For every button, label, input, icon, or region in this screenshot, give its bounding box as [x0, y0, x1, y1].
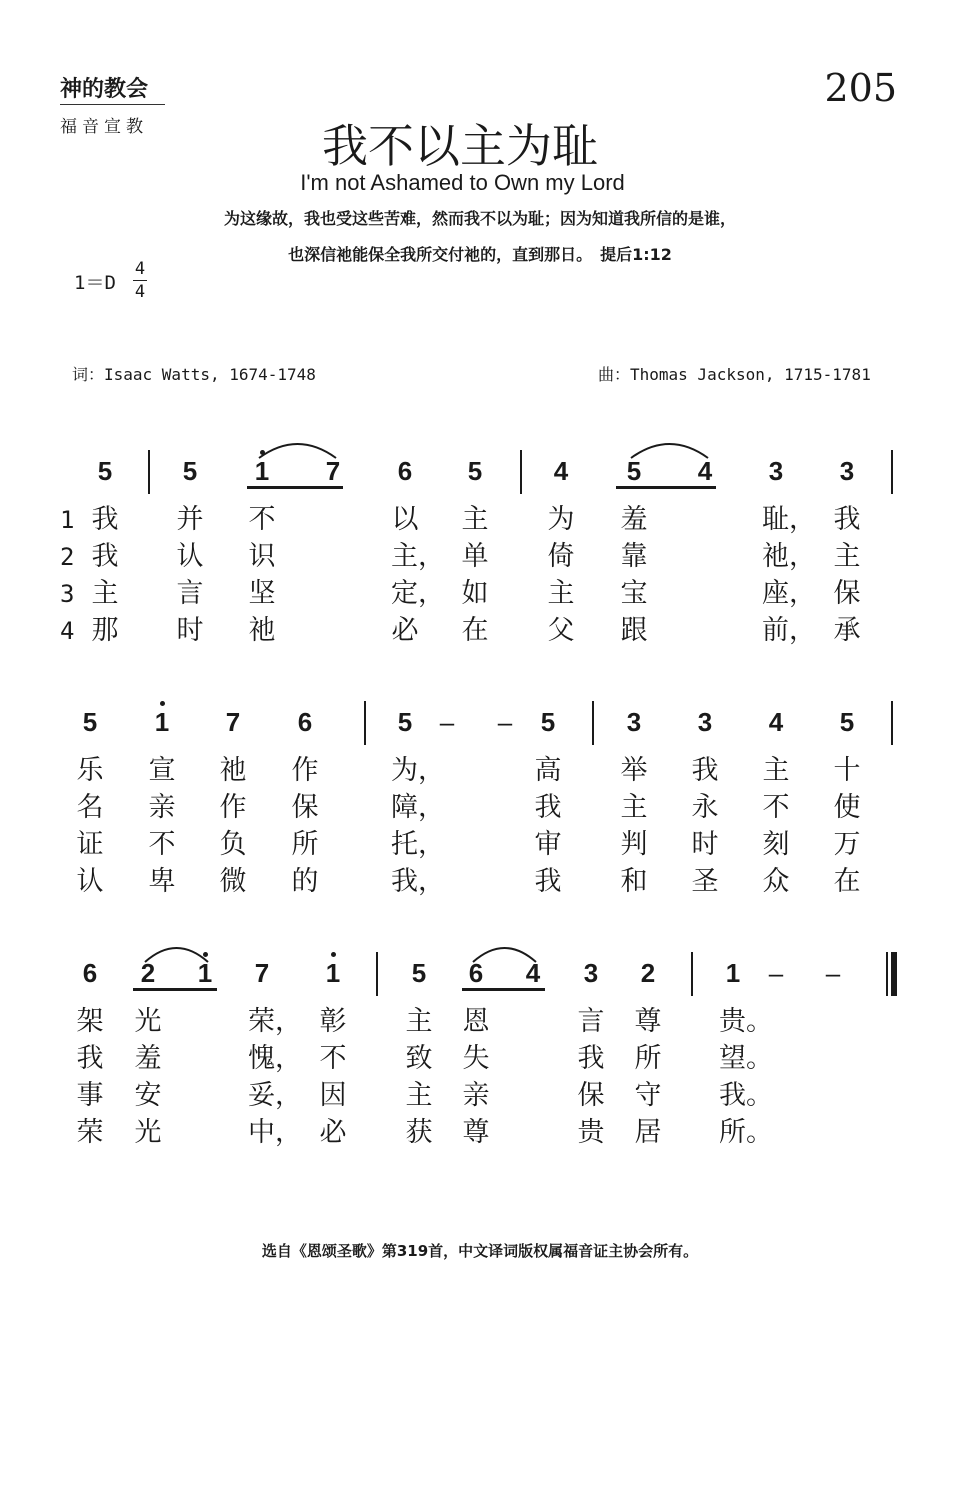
- final-bar-thin: [886, 952, 888, 996]
- jianpu-note: 1: [197, 958, 213, 988]
- jianpu-note: 6: [297, 707, 313, 737]
- jianpu-note: 1: [254, 456, 270, 486]
- lyric-char: 耻，: [762, 504, 816, 535]
- lyric-char: 倚: [547, 541, 575, 572]
- lyric-char: 所。: [719, 1117, 773, 1148]
- lyric-char: 羞: [134, 1043, 162, 1074]
- jianpu-note: 5: [411, 958, 427, 988]
- jianpu-note: 3: [768, 456, 784, 486]
- lyric-char: 作: [291, 755, 319, 786]
- jianpu-note: 7: [225, 707, 241, 737]
- lyric-char: 亲: [462, 1080, 490, 1111]
- sustain-dash: –: [497, 707, 513, 737]
- lyric-char: 卑: [148, 866, 176, 897]
- lyric-char: 因: [319, 1080, 347, 1111]
- jianpu-note: 1: [154, 707, 170, 737]
- final-bar-thick: [891, 952, 897, 996]
- lyric-char: 事: [76, 1080, 104, 1111]
- lyric-char: 永: [691, 792, 719, 823]
- lyric-char: 祂，: [762, 541, 816, 572]
- lyric-char: 主: [762, 755, 790, 786]
- jianpu-note: 7: [254, 958, 270, 988]
- jianpu-note: 2: [640, 958, 656, 988]
- hymn-title-chinese: 我不以主为耻: [322, 119, 598, 173]
- jianpu-note: 5: [540, 707, 556, 737]
- eighth-underline: [616, 486, 716, 489]
- jianpu-note: 5: [97, 456, 113, 486]
- jianpu-note: 4: [553, 456, 569, 486]
- lyric-char: 以: [391, 504, 419, 535]
- lyric-char: 乐: [76, 755, 104, 786]
- lyric-char: 我: [577, 1043, 605, 1074]
- verse-number: 1: [60, 506, 75, 534]
- lyric-char: 坚: [248, 578, 276, 609]
- lyric-char: 保: [577, 1080, 605, 1111]
- lyric-char: 名: [76, 792, 104, 823]
- jianpu-note: 1: [325, 958, 341, 988]
- lyric-char: 主: [91, 578, 119, 609]
- lyric-char: 恩: [462, 1006, 490, 1037]
- lyric-char: 主，: [391, 541, 445, 572]
- bar-line: [520, 450, 522, 494]
- lyric-char: 中，: [248, 1117, 302, 1148]
- eighth-underline: [133, 988, 217, 991]
- lyric-char: 言: [577, 1006, 605, 1037]
- lyric-char: 贵: [577, 1117, 605, 1148]
- jianpu-note: 6: [468, 958, 484, 988]
- lyric-char: 座，: [762, 578, 816, 609]
- lyric-char: 不: [248, 504, 276, 535]
- lyric-char: 定，: [391, 578, 445, 609]
- lyric-char: 获: [405, 1117, 433, 1148]
- lyric-char: 光: [134, 1117, 162, 1148]
- sustain-dash: –: [768, 958, 784, 988]
- lyric-char: 尊: [462, 1117, 490, 1148]
- lyric-char: 判: [620, 829, 648, 860]
- bar-line: [376, 952, 378, 996]
- slur-arc: [257, 438, 338, 460]
- hymn-title-english: I'm not Ashamed to Own my Lord: [300, 170, 625, 195]
- lyric-char: 负: [219, 829, 247, 860]
- lyric-char: 亲: [148, 792, 176, 823]
- lyric-char: 我: [833, 504, 861, 535]
- lyric-char: 居: [634, 1117, 662, 1148]
- scripture-line-2: 也深信祂能保全我所交付祂的，直到那日。 提后1:12: [288, 245, 672, 264]
- lyric-char: 作: [219, 792, 247, 823]
- hymn-number: 205: [824, 66, 897, 110]
- lyricist-credit: 词：Isaac Watts, 1674-1748: [72, 365, 316, 384]
- lyric-char: 守: [634, 1080, 662, 1111]
- lyric-char: 证: [76, 829, 104, 860]
- lyric-char: 彰: [319, 1006, 347, 1037]
- lyric-char: 障，: [391, 792, 445, 823]
- jianpu-note: 4: [768, 707, 784, 737]
- lyric-char: 致: [405, 1043, 433, 1074]
- lyric-char: 光: [134, 1006, 162, 1037]
- jianpu-note: 6: [397, 456, 413, 486]
- lyric-char: 所: [291, 829, 319, 860]
- lyric-char: 祂: [248, 615, 276, 646]
- jianpu-note: 3: [626, 707, 642, 737]
- lyric-char: 在: [833, 866, 861, 897]
- lyric-char: 的: [291, 866, 319, 897]
- lyric-char: 必: [391, 615, 419, 646]
- slur-arc: [143, 942, 210, 964]
- lyric-char: 不: [319, 1043, 347, 1074]
- lyric-char: 为，: [391, 755, 445, 786]
- lyric-char: 承: [833, 615, 861, 646]
- bar-line: [148, 450, 150, 494]
- verse-number: 2: [60, 543, 75, 571]
- lyric-char: 尊: [634, 1006, 662, 1037]
- time-signature: [132, 258, 148, 303]
- lyric-char: 我: [691, 755, 719, 786]
- lyric-char: 那: [91, 615, 119, 646]
- lyric-char: 主: [547, 578, 575, 609]
- lyric-char: 安: [134, 1080, 162, 1111]
- lyric-char: 祂: [219, 755, 247, 786]
- slur-arc: [471, 942, 538, 964]
- lyric-char: 在: [461, 615, 489, 646]
- church-subtitle: 福音宣教: [60, 117, 148, 137]
- octave-high-dot: [160, 701, 165, 706]
- lyric-char: 如: [461, 578, 489, 609]
- jianpu-note: 4: [525, 958, 541, 988]
- bar-line: [691, 952, 693, 996]
- jianpu-note: 5: [626, 456, 642, 486]
- jianpu-note: 6: [82, 958, 98, 988]
- lyric-char: 架: [76, 1006, 104, 1037]
- jianpu-note: 3: [697, 707, 713, 737]
- lyric-char: 主: [461, 504, 489, 535]
- lyric-char: 认: [76, 866, 104, 897]
- jianpu-note: 2: [140, 958, 156, 988]
- lyric-char: 失: [462, 1043, 490, 1074]
- jianpu-note: 3: [583, 958, 599, 988]
- lyric-char: 识: [248, 541, 276, 572]
- lyric-char: 并: [176, 504, 204, 535]
- lyric-char: 保: [833, 578, 861, 609]
- lyric-char: 我: [91, 541, 119, 572]
- bar-line: [592, 701, 594, 745]
- lyric-char: 圣: [691, 866, 719, 897]
- lyric-char: 认: [176, 541, 204, 572]
- key-signature: 1＝D: [74, 272, 116, 294]
- bar-line: [364, 701, 366, 745]
- lyric-char: 荣: [76, 1117, 104, 1148]
- lyric-char: 父: [547, 615, 575, 646]
- lyric-char: 妥，: [248, 1080, 302, 1111]
- lyric-char: 我，: [391, 866, 445, 897]
- lyric-char: 羞: [620, 504, 648, 535]
- lyric-char: 主: [833, 541, 861, 572]
- lyric-char: 荣，: [248, 1006, 302, 1037]
- slur-arc: [629, 438, 710, 460]
- composer-credit: 曲：Thomas Jackson, 1715-1781: [598, 365, 871, 384]
- lyric-char: 前，: [762, 615, 816, 646]
- copyright-footer: 选自《恩颂圣歌》第319首，中文译词版权属福音证主协会所有。: [261, 1242, 699, 1260]
- lyric-char: 为: [547, 504, 575, 535]
- sustain-dash: –: [439, 707, 455, 737]
- eighth-underline: [247, 486, 343, 489]
- time-top: 4: [134, 259, 146, 279]
- lyric-char: 必: [319, 1117, 347, 1148]
- lyric-char: 主: [405, 1006, 433, 1037]
- eighth-underline: [462, 988, 545, 991]
- lyric-char: 众: [762, 866, 790, 897]
- lyric-char: 望。: [719, 1043, 773, 1074]
- lyric-char: 审: [534, 829, 562, 860]
- lyric-char: 不: [762, 792, 790, 823]
- scripture-line-1: 为这缘故，我也受这些苦难，然而我不以为耻；因为知道我所信的是谁，: [223, 209, 736, 228]
- lyric-char: 主: [405, 1080, 433, 1111]
- lyric-char: 我。: [719, 1080, 773, 1111]
- jianpu-note: 5: [839, 707, 855, 737]
- jianpu-note: 5: [397, 707, 413, 737]
- jianpu-note: 7: [325, 456, 341, 486]
- lyric-char: 高: [534, 755, 562, 786]
- jianpu-note: 5: [467, 456, 483, 486]
- lyric-char: 十: [833, 755, 861, 786]
- jianpu-note: 1: [725, 958, 741, 988]
- lyric-char: 托，: [391, 829, 445, 860]
- bar-line: [891, 701, 893, 745]
- lyric-char: 我: [534, 866, 562, 897]
- lyric-char: 言: [176, 578, 204, 609]
- lyric-char: 靠: [620, 541, 648, 572]
- header-divider: [60, 104, 165, 105]
- lyric-char: 我: [91, 504, 119, 535]
- lyric-char: 时: [691, 829, 719, 860]
- sustain-dash: –: [825, 958, 841, 988]
- octave-high-dot: [331, 952, 336, 957]
- jianpu-note: 5: [182, 456, 198, 486]
- lyric-char: 单: [461, 541, 489, 572]
- lyric-char: 保: [291, 792, 319, 823]
- lyric-char: 不: [148, 829, 176, 860]
- jianpu-note: 3: [839, 456, 855, 486]
- lyric-char: 宣: [148, 755, 176, 786]
- time-bottom: 4: [134, 282, 146, 302]
- verse-number: 4: [60, 617, 75, 645]
- lyric-char: 和: [620, 866, 648, 897]
- jianpu-note: 4: [697, 456, 713, 486]
- lyric-char: 跟: [620, 615, 648, 646]
- lyric-char: 我: [76, 1043, 104, 1074]
- church-name: 神的教会: [60, 76, 149, 102]
- lyric-char: 微: [219, 866, 247, 897]
- lyric-char: 举: [620, 755, 648, 786]
- lyric-char: 主: [620, 792, 648, 823]
- bar-line: [891, 450, 893, 494]
- jianpu-note: 5: [82, 707, 98, 737]
- lyric-char: 万: [833, 829, 861, 860]
- lyric-char: 时: [176, 615, 204, 646]
- lyric-char: 宝: [620, 578, 648, 609]
- lyric-char: 愧，: [248, 1043, 302, 1074]
- verse-number: 3: [60, 580, 75, 608]
- lyric-char: 刻: [762, 829, 790, 860]
- lyric-char: 所: [634, 1043, 662, 1074]
- lyric-char: 使: [833, 792, 861, 823]
- lyric-char: 贵。: [719, 1006, 773, 1037]
- lyric-char: 我: [534, 792, 562, 823]
